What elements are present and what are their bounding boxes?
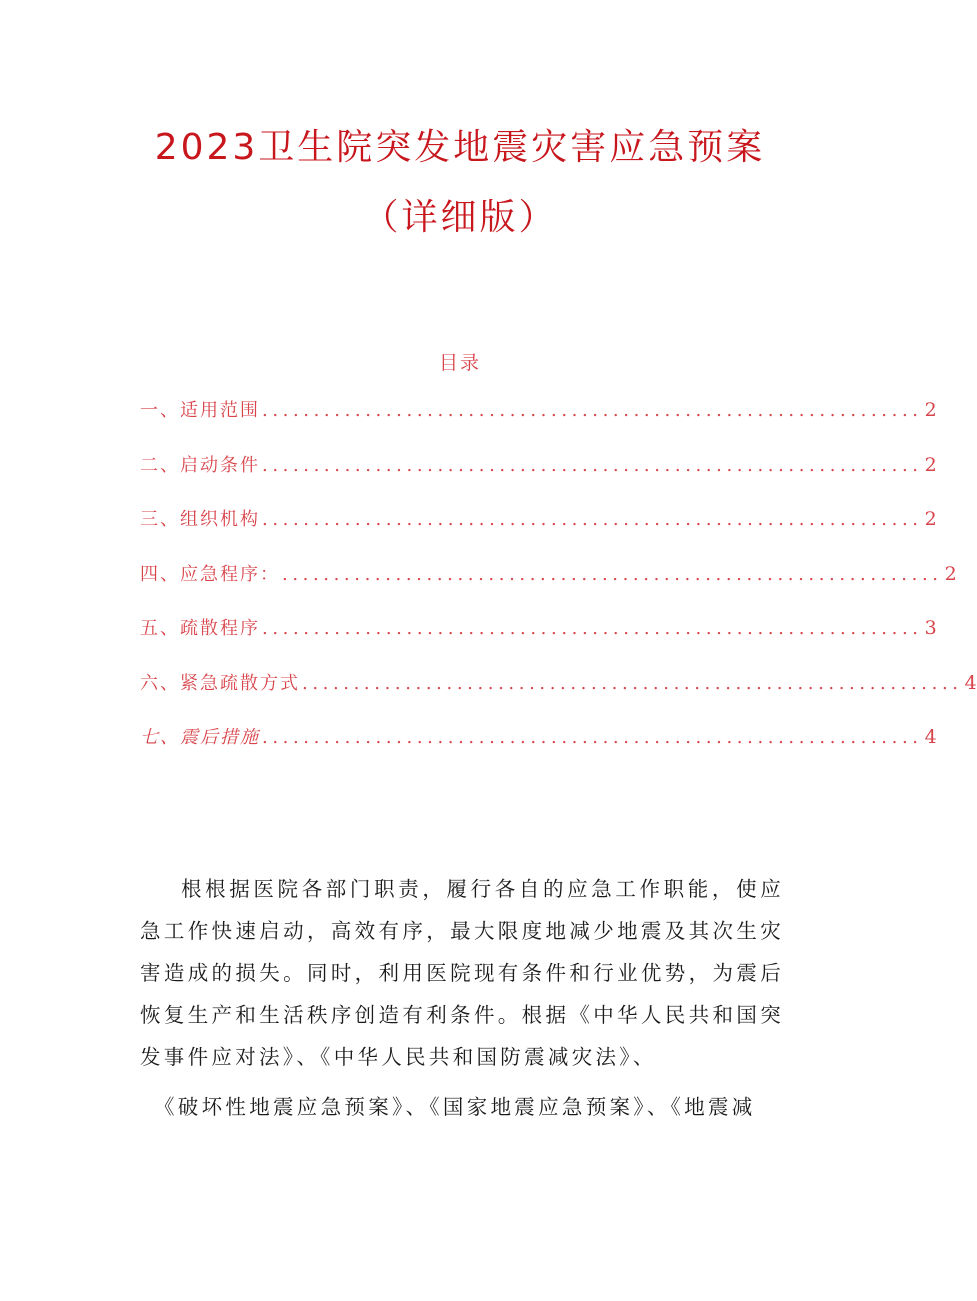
toc-item-page: 2 (924, 453, 937, 476)
toc-item-page: 2 (924, 508, 937, 530)
document-subtitle: （详细版） (362, 197, 558, 238)
body-paragraph-continuation: 《破坏性地震应急预案》、《国家地震应急预案》、《地震减 (154, 1095, 756, 1119)
toc-item-label: 六、紧急疏散方式 (140, 672, 300, 694)
toc-item-page: 3 (924, 617, 937, 639)
toc-item[interactable] (140, 723, 937, 778)
toc-leader-dots: ................................................................ (262, 727, 923, 748)
toc-item-label: 二、启动条件 (140, 454, 260, 476)
toc-item[interactable] (140, 614, 937, 669)
toc-item[interactable] (140, 560, 957, 615)
body-paragraph: 根根据医院各部门职责，履行各自的应急工作职能，使应急工作快速启动，高效有序，最大限度地减少地震及其次生灾害造成的损失。同时，利用医院现有条件和行业优势，为震后恢复生产和生活秩序创造有利条件。根据《中华人民共和国突发事件应对法》、《中华人民共和国防震减灾法》、 (140, 877, 784, 1069)
toc-item-page: 2 (944, 562, 957, 585)
toc-leader-dots: ................................................................ (262, 400, 923, 421)
body-text (140, 868, 784, 1128)
toc-item[interactable] (140, 451, 937, 506)
toc-leader-dots: ................................................................ (302, 672, 963, 694)
toc-leader-dots: ................................................................ (262, 509, 923, 530)
toc-item-label: 一、适用范围 (140, 400, 260, 421)
toc-leader-dots: ................................................................ (262, 454, 923, 476)
toc-item-label: 七、震后措施 (140, 727, 260, 748)
toc-item-page: 4 (924, 726, 937, 748)
toc-item[interactable] (140, 505, 937, 560)
toc-item-page: 4 (964, 671, 977, 694)
toc-item[interactable] (140, 396, 937, 451)
toc-item-page: 2 (924, 399, 937, 421)
toc-leader-dots: ................................................................ (262, 618, 923, 639)
toc-heading: 目录 (438, 352, 481, 374)
table-of-contents (140, 396, 977, 778)
toc-leader-dots: ................................................................ (282, 563, 943, 585)
toc-item-label: 五、疏散程序 (140, 618, 260, 639)
toc-item-label: 四、应急程序： (140, 563, 280, 585)
toc-item[interactable] (140, 669, 977, 724)
document-title: 2023卫生院突发地震灾害应急预案 (154, 127, 766, 168)
toc-item-label: 三、组织机构 (140, 509, 260, 530)
